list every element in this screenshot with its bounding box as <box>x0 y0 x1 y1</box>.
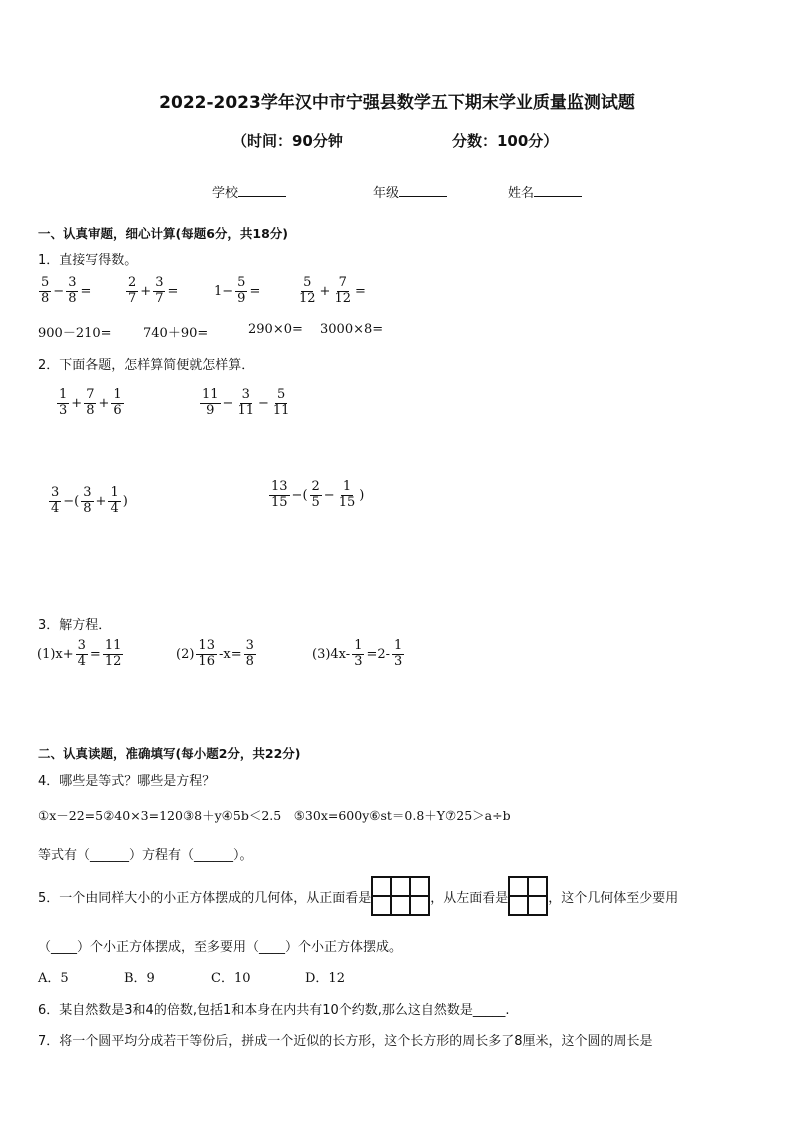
q1-row2-b: 740＋90= <box>143 326 209 341</box>
q2-prompt: 2．下面各题，怎样算简便就怎样算． <box>38 358 255 373</box>
name-field: 姓名 <box>508 182 582 201</box>
front-view-figure <box>371 876 430 916</box>
q7-text: 7．将一个圆平均分成若干等份后，拼成一个近似的长方形，这个长方形的周长多了8厘米，这个圆的周长是 <box>38 1034 653 1049</box>
page-title: 2022-2023学年汉中市宁强县数学五下期末学业质量监测试题 <box>159 93 635 113</box>
section-1-heading: 一、认真审题，细心计算(每题6分，共18分) <box>38 226 289 241</box>
q1-row2-c: 290×0= <box>248 322 303 337</box>
q2-expr-1: $\frac{1}{3}$ + $\frac{7}{8}$ + $\frac{1}{6}$ <box>59 387 122 418</box>
grade-field: 年级 <box>373 182 447 201</box>
score-label: 分数：100分） <box>452 132 559 150</box>
q1-expr-2: $\frac{2}{7}$ + $\frac{3}{7}$ = <box>128 275 179 306</box>
q1-expr-3: 1− $\frac{5}{9}$ = <box>214 275 261 306</box>
section-2-heading: 二、认真读题，准确填写(每小题2分，共22分) <box>38 746 301 761</box>
q6-text: 6．某自然数是3和4的倍数,包括1和本身在内共有10个约数,那么这自然数是_____. <box>38 1003 510 1018</box>
q3-eq-3: (3)4x- $\frac{1}{3}$ =2- $\frac{1}{3}$ <box>312 638 403 669</box>
q4-items: ①x－22=5②40×3=120③8＋y④5b＜2.5 ⑤30x=600y⑥st＝0.8＋Y⑦25＞a÷b <box>38 808 511 823</box>
q1-prompt: 1．直接写得数。 <box>38 253 138 268</box>
q1-expr-4: $\frac{5}{12}$ + $\frac{7}{12}$ = <box>299 275 366 306</box>
q2-expr-4: $\frac{13}{15}$ −( $\frac{2}{5}$ − $\frac{1}{15}$ ) <box>271 479 365 510</box>
q5-option-d: D．12 <box>305 971 345 986</box>
q2-expr-2: $\frac{11}{9}$ − $\frac{3}{11}$ − $\frac{5}{11}$ <box>202 387 290 418</box>
left-view-figure <box>508 876 548 916</box>
q5-option-c: C．10 <box>211 971 251 986</box>
q3-prompt: 3．解方程． <box>38 618 112 633</box>
q3-eq-2: (2) $\frac{13}{16}$ -x= $\frac{3}{8}$ <box>176 638 254 669</box>
q5-option-a: A．5 <box>38 971 69 986</box>
q5-option-b: B．9 <box>124 971 155 986</box>
q1-row2-a: 900－210= <box>38 326 112 341</box>
q5-prompt: 5．一个由同样大小的小正方体摆成的几何体，从正面看是 ，从左面看是 ，这个几何体至少要用 <box>38 876 678 916</box>
q4-prompt: 4．哪些是等式？哪些是方程？ <box>38 774 216 789</box>
q4-answer: 等式有（______）方程有（______）。 <box>38 848 253 863</box>
q1-row2-d: 3000×8= <box>320 322 384 337</box>
q2-expr-3: $\frac{3}{4}$ −( $\frac{3}{8}$ + $\frac{1}{4}$ ) <box>51 485 128 516</box>
q5-line2: （____）个小正方体摆成，至多要用（____）个小正方体摆成。 <box>38 940 403 955</box>
q3-eq-1: (1)x+ $\frac{3}{4}$ = $\frac{11}{12}$ <box>37 638 122 669</box>
q1-expr-1: $\frac{5}{8}$ − $\frac{3}{8}$ = <box>41 275 92 306</box>
school-field: 学校 <box>212 182 286 201</box>
time-label: （时间：90分钟 <box>232 132 343 150</box>
